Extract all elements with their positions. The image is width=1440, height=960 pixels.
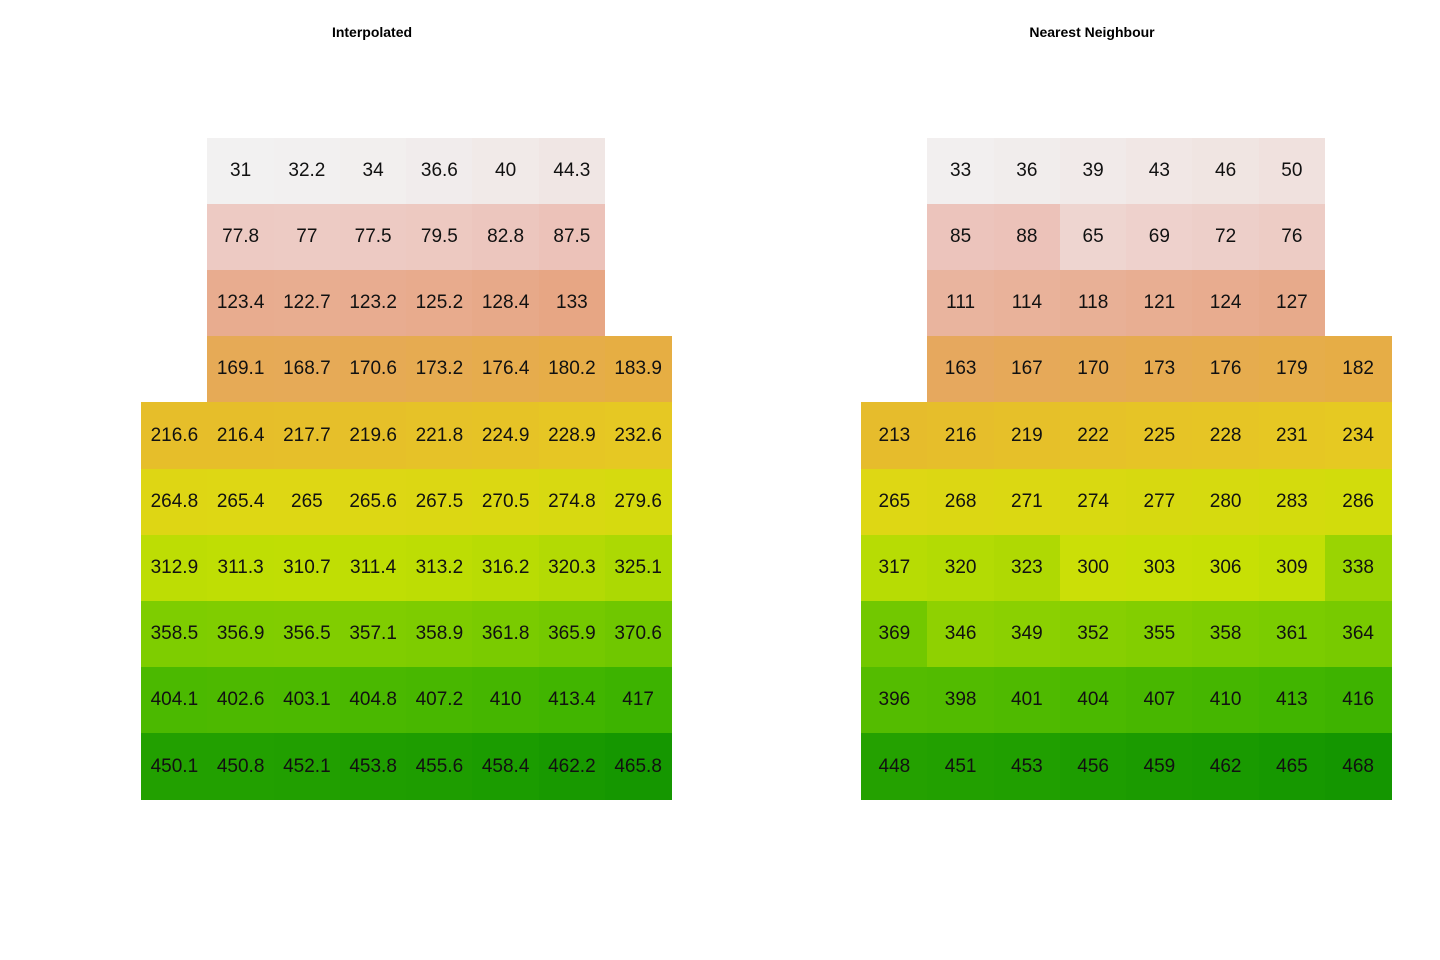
heatmap-cell: 225 (1126, 402, 1193, 469)
heatmap-cell: 87.5 (539, 204, 606, 271)
heatmap-cell: 170 (1060, 336, 1127, 403)
heatmap-cell: 183.9 (605, 336, 672, 403)
heatmap-cell: 320.3 (539, 535, 606, 602)
heatmap-cell: 283 (1259, 469, 1326, 536)
heatmap-cell: 79.5 (406, 204, 473, 271)
heatmap-cell: 173 (1126, 336, 1193, 403)
heatmap-cell: 456 (1060, 733, 1127, 800)
heatmap-cell: 346 (927, 601, 994, 668)
heatmap-cell: 39 (1060, 138, 1127, 205)
heatmap-cell: 279.6 (605, 469, 672, 536)
heatmap-cell: 416 (1325, 667, 1392, 734)
heatmap-cell: 31 (207, 138, 274, 205)
heatmap-cell: 370.6 (605, 601, 672, 668)
heatmap-cell: 221.8 (406, 402, 473, 469)
heatmap-cell: 77.8 (207, 204, 274, 271)
heatmap-cell: 133 (539, 270, 606, 337)
heatmap-cell: 122.7 (274, 270, 341, 337)
heatmap-cell: 396 (861, 667, 928, 734)
heatmap-cell: 234 (1325, 402, 1392, 469)
heatmap-cell: 216 (927, 402, 994, 469)
interpolated-title: Interpolated (331, 24, 413, 40)
heatmap-cell: 72 (1192, 204, 1259, 271)
heatmap-cell: 320 (927, 535, 994, 602)
heatmap-cell: 76 (1259, 204, 1326, 271)
heatmap-cell: 325.1 (605, 535, 672, 602)
heatmap-cell: 267.5 (406, 469, 473, 536)
heatmap-cell: 121 (1126, 270, 1193, 337)
heatmap-cell: 232.6 (605, 402, 672, 469)
heatmap-cell: 309 (1259, 535, 1326, 602)
heatmap-cell: 36.6 (406, 138, 473, 205)
heatmap-cell: 265.6 (340, 469, 407, 536)
heatmap-cell: 82.8 (472, 204, 539, 271)
heatmap-cell: 465 (1259, 733, 1326, 800)
heatmap-cell: 404.8 (340, 667, 407, 734)
heatmap-cell: 176 (1192, 336, 1259, 403)
heatmap-cell: 410 (472, 667, 539, 734)
heatmap-cell: 452.1 (274, 733, 341, 800)
heatmap-cell: 338 (1325, 535, 1392, 602)
heatmap-cell: 455.6 (406, 733, 473, 800)
heatmap-cell: 311.4 (340, 535, 407, 602)
heatmap-cell: 286 (1325, 469, 1392, 536)
heatmap-cell: 356.9 (207, 601, 274, 668)
heatmap-cell: 182 (1325, 336, 1392, 403)
heatmap-cell: 349 (994, 601, 1061, 668)
heatmap-cell: 468 (1325, 733, 1392, 800)
heatmap-cell: 357.1 (340, 601, 407, 668)
heatmap-cell: 265 (861, 469, 928, 536)
heatmap-cell: 217.7 (274, 402, 341, 469)
heatmap-cell: 219 (994, 402, 1061, 469)
heatmap-cell: 410 (1192, 667, 1259, 734)
heatmap-cell: 316.2 (472, 535, 539, 602)
heatmap-cell: 128.4 (472, 270, 539, 337)
heatmap-cell: 364 (1325, 601, 1392, 668)
heatmap-cell: 361 (1259, 601, 1326, 668)
heatmap-cell: 365.9 (539, 601, 606, 668)
heatmap-cell: 264.8 (141, 469, 208, 536)
heatmap-cell: 173.2 (406, 336, 473, 403)
heatmap-cell: 69 (1126, 204, 1193, 271)
heatmap-cell: 216.4 (207, 402, 274, 469)
heatmap-cell: 413.4 (539, 667, 606, 734)
heatmap-cell: 219.6 (340, 402, 407, 469)
heatmap-cell: 44.3 (539, 138, 606, 205)
heatmap-cell: 280 (1192, 469, 1259, 536)
heatmap-cell: 231 (1259, 402, 1326, 469)
nearest-neighbour-title: Nearest Neighbour (1029, 24, 1155, 40)
heatmap-cell: 358.5 (141, 601, 208, 668)
heatmap-cell: 125.2 (406, 270, 473, 337)
heatmap-cell: 77.5 (340, 204, 407, 271)
heatmap-cell: 50 (1259, 138, 1326, 205)
heatmap-cell: 213 (861, 402, 928, 469)
heatmap-cell: 413 (1259, 667, 1326, 734)
heatmap-cell: 356.5 (274, 601, 341, 668)
heatmap-cell: 46 (1192, 138, 1259, 205)
heatmap-cell: 65 (1060, 204, 1127, 271)
heatmap-cell: 311.3 (207, 535, 274, 602)
heatmap-cell: 36 (994, 138, 1061, 205)
heatmap-cell: 361.8 (472, 601, 539, 668)
heatmap-cell: 303 (1126, 535, 1193, 602)
heatmap-cell: 417 (605, 667, 672, 734)
heatmap-cell: 274 (1060, 469, 1127, 536)
heatmap-cell: 33 (927, 138, 994, 205)
heatmap-cell: 355 (1126, 601, 1193, 668)
heatmap-cell: 459 (1126, 733, 1193, 800)
heatmap-cell: 167 (994, 336, 1061, 403)
heatmap-cell: 179 (1259, 336, 1326, 403)
heatmap-cell: 265.4 (207, 469, 274, 536)
heatmap-cell: 448 (861, 733, 928, 800)
heatmap-cell: 312.9 (141, 535, 208, 602)
heatmap-cell: 369 (861, 601, 928, 668)
heatmap-cell: 271 (994, 469, 1061, 536)
heatmap-cell: 270.5 (472, 469, 539, 536)
nearest-neighbour-grid (720, 0, 1440, 960)
heatmap-cell: 228.9 (539, 402, 606, 469)
heatmap-cell: 111 (927, 270, 994, 337)
heatmap-cell: 85 (927, 204, 994, 271)
heatmap-cell: 453.8 (340, 733, 407, 800)
heatmap-cell: 34 (340, 138, 407, 205)
heatmap-cell: 228 (1192, 402, 1259, 469)
heatmap-cell: 176.4 (472, 336, 539, 403)
heatmap-cell: 274.8 (539, 469, 606, 536)
heatmap-cell: 450.1 (141, 733, 208, 800)
heatmap-cell: 358.9 (406, 601, 473, 668)
heatmap-cell: 32.2 (274, 138, 341, 205)
heatmap-cell: 453 (994, 733, 1061, 800)
heatmap-cell: 358 (1192, 601, 1259, 668)
heatmap-cell: 168.7 (274, 336, 341, 403)
heatmap-cell: 323 (994, 535, 1061, 602)
heatmap-cell: 277 (1126, 469, 1193, 536)
heatmap-cell: 123.2 (340, 270, 407, 337)
heatmap-cell: 118 (1060, 270, 1127, 337)
heatmap-cell: 407 (1126, 667, 1193, 734)
heatmap-cell: 180.2 (539, 336, 606, 403)
heatmap-cell: 43 (1126, 138, 1193, 205)
heatmap-cell: 465.8 (605, 733, 672, 800)
heatmap-cell: 216.6 (141, 402, 208, 469)
heatmap-cell: 310.7 (274, 535, 341, 602)
heatmap-cell: 265 (274, 469, 341, 536)
heatmap-cell: 451 (927, 733, 994, 800)
heatmap-cell: 458.4 (472, 733, 539, 800)
heatmap-cell: 306 (1192, 535, 1259, 602)
heatmap-cell: 222 (1060, 402, 1127, 469)
nearest-neighbour-panel (720, 0, 1440, 960)
heatmap-cell: 407.2 (406, 667, 473, 734)
heatmap-cell: 124 (1192, 270, 1259, 337)
heatmap-cell: 88 (994, 204, 1061, 271)
heatmap-cell: 163 (927, 336, 994, 403)
heatmap-cell: 268 (927, 469, 994, 536)
heatmap-cell: 127 (1259, 270, 1326, 337)
heatmap-cell: 317 (861, 535, 928, 602)
heatmap-cell: 403.1 (274, 667, 341, 734)
heatmap-cell: 169.1 (207, 336, 274, 403)
heatmap-cell: 300 (1060, 535, 1127, 602)
heatmap-cell: 114 (994, 270, 1061, 337)
heatmap-cell: 404 (1060, 667, 1127, 734)
heatmap-cell: 401 (994, 667, 1061, 734)
heatmap-cell: 40 (472, 138, 539, 205)
heatmap-cell: 402.6 (207, 667, 274, 734)
heatmap-cell: 450.8 (207, 733, 274, 800)
heatmap-cell: 398 (927, 667, 994, 734)
heatmap-cell: 462.2 (539, 733, 606, 800)
heatmap-cell: 404.1 (141, 667, 208, 734)
heatmap-cell: 462 (1192, 733, 1259, 800)
heatmap-cell: 77 (274, 204, 341, 271)
heatmap-cell: 313.2 (406, 535, 473, 602)
heatmap-cell: 352 (1060, 601, 1127, 668)
heatmap-cell: 170.6 (340, 336, 407, 403)
heatmap-cell: 224.9 (472, 402, 539, 469)
heatmap-cell: 123.4 (207, 270, 274, 337)
